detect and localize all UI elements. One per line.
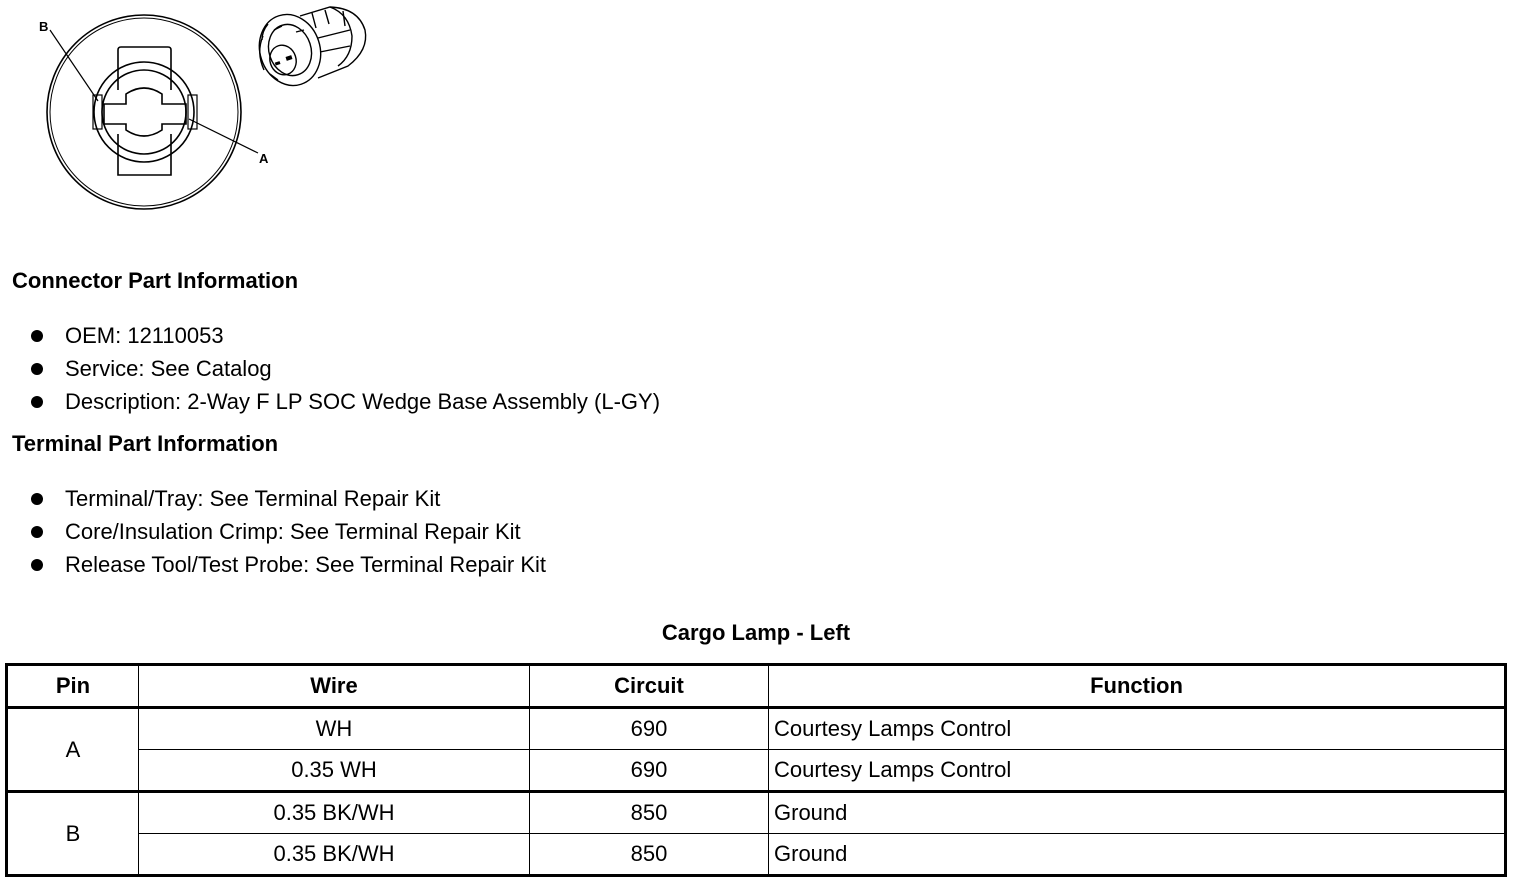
connector-info-heading: Connector Part Information bbox=[12, 268, 299, 293]
circuit-cell: 850 bbox=[530, 834, 769, 876]
list-item: OEM: 12110053 bbox=[28, 319, 660, 352]
table-title: Cargo Lamp - Left bbox=[661, 620, 851, 645]
bullet-icon bbox=[31, 559, 43, 571]
function-cell: Ground bbox=[769, 792, 1506, 834]
list-item: Release Tool/Test Probe: See Terminal Repair Kit bbox=[28, 548, 546, 581]
bullet-icon bbox=[31, 396, 43, 408]
column-header-circuit: Circuit bbox=[530, 665, 769, 708]
table-row bbox=[7, 708, 1506, 750]
circuit-cell: 850 bbox=[530, 792, 769, 834]
circuit-cell: 690 bbox=[530, 708, 769, 750]
list-item: Description: 2-Way F LP SOC Wedge Base Assembly (L-GY) bbox=[28, 385, 660, 418]
pin-cell: A bbox=[7, 708, 139, 792]
wire-cell: 0.35 BK/WH bbox=[139, 792, 530, 834]
table-row bbox=[7, 834, 1506, 876]
wire-cell: WH bbox=[139, 708, 530, 750]
callout-b-label: B bbox=[39, 19, 49, 34]
column-header-function: Function bbox=[769, 665, 1506, 708]
bullet-icon bbox=[31, 526, 43, 538]
wire-cell: 0.35 WH bbox=[139, 750, 530, 792]
connector-info-list bbox=[28, 319, 660, 418]
table-row bbox=[7, 792, 1506, 834]
circuit-cell: 690 bbox=[530, 750, 769, 792]
function-cell: Courtesy Lamps Control bbox=[769, 750, 1506, 792]
pinout-table bbox=[5, 663, 1507, 877]
bullet-icon bbox=[31, 363, 43, 375]
pin-cell: B bbox=[7, 792, 139, 876]
terminal-info-heading: Terminal Part Information bbox=[12, 431, 279, 456]
list-item: Core/Insulation Crimp: See Terminal Repair Kit bbox=[28, 515, 546, 548]
callout-a-label: A bbox=[259, 151, 269, 166]
table-row bbox=[7, 750, 1506, 792]
list-item: Service: See Catalog bbox=[28, 352, 660, 385]
function-cell: Ground bbox=[769, 834, 1506, 876]
column-header-pin: Pin bbox=[7, 665, 139, 708]
wire-cell: 0.35 BK/WH bbox=[139, 834, 530, 876]
list-item: Terminal/Tray: See Terminal Repair Kit bbox=[28, 482, 546, 515]
terminal-info-list bbox=[28, 482, 546, 581]
connector-face-diagram bbox=[0, 0, 400, 220]
bullet-icon bbox=[31, 493, 43, 505]
function-cell: Courtesy Lamps Control bbox=[769, 708, 1506, 750]
table-header-row bbox=[7, 665, 1506, 708]
column-header-wire: Wire bbox=[139, 665, 530, 708]
bullet-icon bbox=[31, 330, 43, 342]
